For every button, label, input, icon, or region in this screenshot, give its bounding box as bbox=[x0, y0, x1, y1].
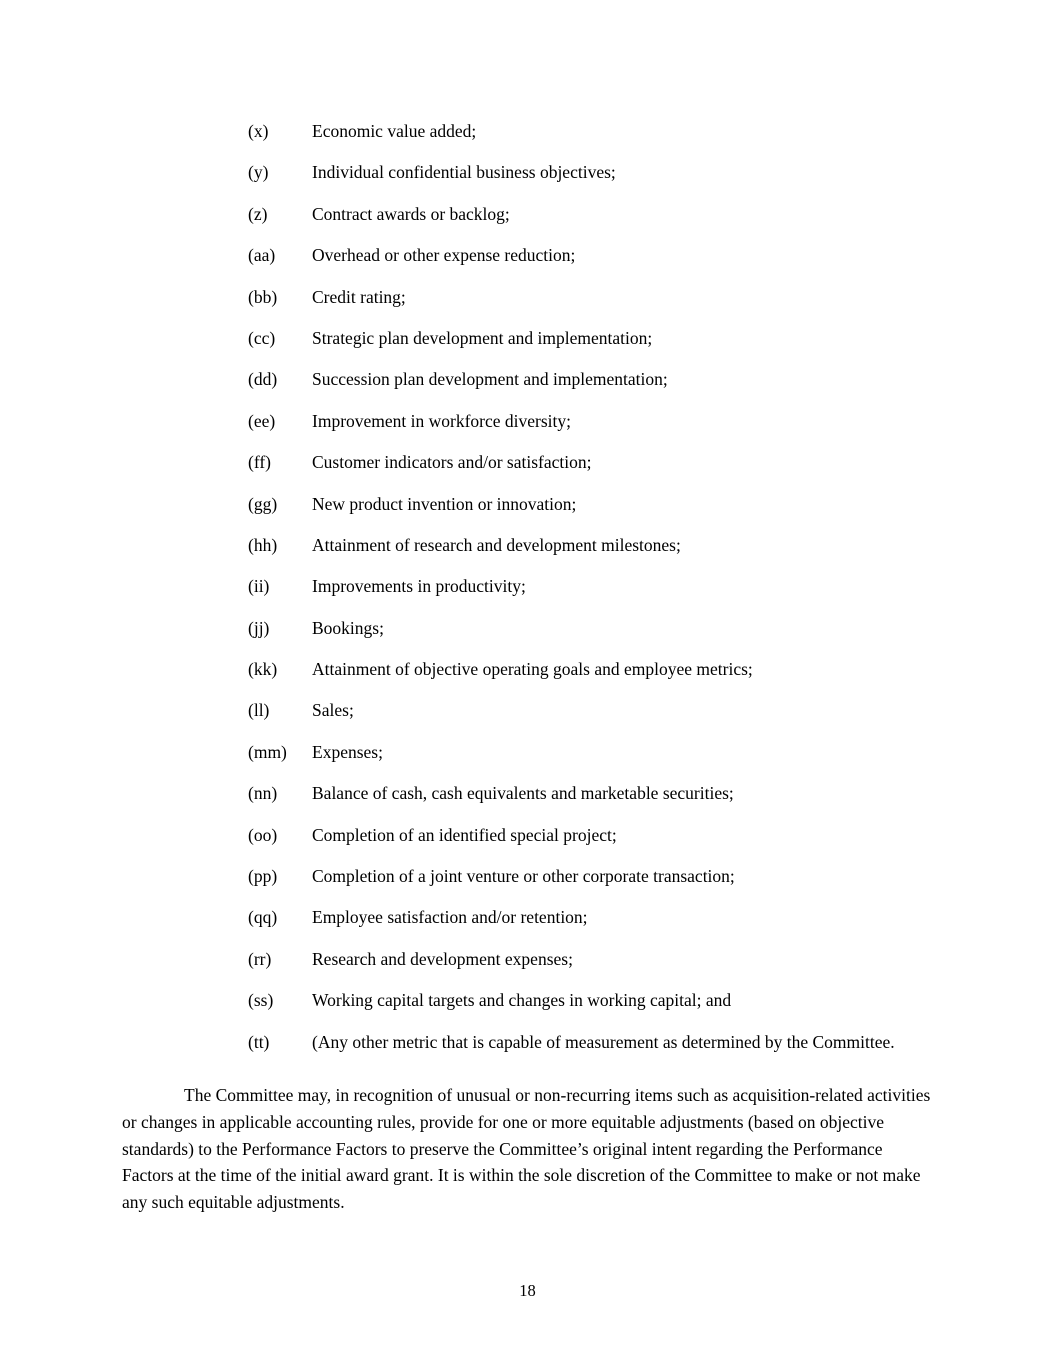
list-item bbox=[0, 369, 1055, 390]
list-item-marker: (ii) bbox=[248, 576, 270, 597]
list-item-marker: (aa) bbox=[248, 245, 276, 266]
list-item-marker: (ll) bbox=[248, 700, 270, 721]
list-item-text: Completion of a joint venture or other corporate transaction; bbox=[312, 866, 735, 887]
list-item bbox=[0, 700, 1055, 721]
list-item bbox=[0, 162, 1055, 183]
list-item-text: Credit rating; bbox=[312, 286, 406, 307]
list-item-text: Improvement in workforce diversity; bbox=[312, 410, 572, 431]
list-item bbox=[0, 287, 1055, 308]
list-item-text: Completion of an identified special project; bbox=[312, 824, 617, 845]
list-item-marker: (bb) bbox=[248, 286, 278, 307]
list-item bbox=[0, 742, 1055, 763]
list-item bbox=[0, 411, 1055, 432]
list-item-marker: (rr) bbox=[248, 948, 272, 969]
list-item-marker: (ee) bbox=[248, 410, 276, 431]
list-item bbox=[0, 494, 1055, 515]
list-item bbox=[0, 783, 1055, 804]
list-item bbox=[0, 990, 1055, 1011]
performance-factors-list bbox=[0, 121, 1055, 1073]
list-item-text: Individual confidential business objectives; bbox=[312, 162, 616, 183]
list-item-marker: (hh) bbox=[248, 534, 278, 555]
list-item-text: Overhead or other expense reduction; bbox=[312, 245, 576, 266]
list-item-marker: (kk) bbox=[248, 659, 278, 680]
list-item-text: Customer indicators and/or satisfaction; bbox=[312, 452, 592, 473]
list-item-text: Economic value added; bbox=[312, 121, 477, 141]
list-item bbox=[0, 1032, 1055, 1053]
list-item-marker: (mm) bbox=[248, 741, 287, 762]
list-item-text: Working capital targets and changes in working capital; and bbox=[312, 990, 732, 1011]
list-item bbox=[0, 907, 1055, 928]
list-item bbox=[0, 328, 1055, 349]
list-item-text: Research and development expenses; bbox=[312, 948, 573, 969]
list-item-text: Employee satisfaction and/or retention; bbox=[312, 907, 588, 928]
list-item-text: Strategic plan development and implementation; bbox=[312, 327, 653, 348]
list-item bbox=[0, 866, 1055, 887]
list-item bbox=[0, 949, 1055, 970]
list-item-text: (Any other metric that is capable of measurement as determined by the Committee. bbox=[312, 1031, 895, 1052]
list-item-marker: (qq) bbox=[248, 907, 278, 928]
list-item-marker: (tt) bbox=[248, 1031, 270, 1052]
list-item bbox=[0, 659, 1055, 680]
list-item bbox=[0, 452, 1055, 473]
committee-adjustments-paragraph: The Committee may, in recognition of unusual or non-recurring items such as acquisition-related activities or changes in applicable accounting rules, provide for one or more equitable adjustments (based on objective standards) to the Performance Factors to preserve the Committee’s original intent regarding the Performance Factors at the time of the initial award grant. It is within the sole discretion of the Committee to make or not make any such equitable adjustments. bbox=[122, 1085, 931, 1213]
list-item-marker: (pp) bbox=[248, 866, 278, 887]
list-item bbox=[0, 121, 1055, 142]
list-item-text: Attainment of objective operating goals and employee metrics; bbox=[312, 659, 753, 680]
list-item-text: Attainment of research and development milestones; bbox=[312, 534, 681, 555]
list-item bbox=[0, 204, 1055, 225]
list-item-marker: (oo) bbox=[248, 824, 278, 845]
list-item bbox=[0, 576, 1055, 597]
list-item bbox=[0, 245, 1055, 266]
list-item-text: Balance of cash, cash equivalents and marketable securities; bbox=[312, 783, 734, 804]
list-item-text: Improvements in productivity; bbox=[312, 576, 526, 597]
list-item-marker: (x) bbox=[248, 121, 269, 141]
list-item-marker: (cc) bbox=[248, 327, 276, 348]
list-item-marker: (nn) bbox=[248, 783, 278, 804]
list-item-marker: (ff) bbox=[248, 452, 271, 473]
list-item bbox=[0, 535, 1055, 556]
list-item-text: Contract awards or backlog; bbox=[312, 203, 510, 224]
list-item-text: New product invention or innovation; bbox=[312, 493, 577, 514]
list-item-marker: (dd) bbox=[248, 369, 278, 390]
list-item-text: Expenses; bbox=[312, 741, 383, 762]
list-item-marker: (jj) bbox=[248, 617, 270, 638]
list-item-text: Succession plan development and implementation; bbox=[312, 369, 668, 390]
list-item-marker: (gg) bbox=[248, 493, 278, 514]
list-item-text: Sales; bbox=[312, 700, 354, 721]
list-item bbox=[0, 618, 1055, 639]
list-item-marker: (y) bbox=[248, 162, 269, 183]
list-item-marker: (ss) bbox=[248, 990, 274, 1011]
list-item-text: Bookings; bbox=[312, 617, 384, 638]
list-item bbox=[0, 825, 1055, 846]
list-item-marker: (z) bbox=[248, 203, 268, 224]
page-number: 18 bbox=[519, 1281, 536, 1300]
